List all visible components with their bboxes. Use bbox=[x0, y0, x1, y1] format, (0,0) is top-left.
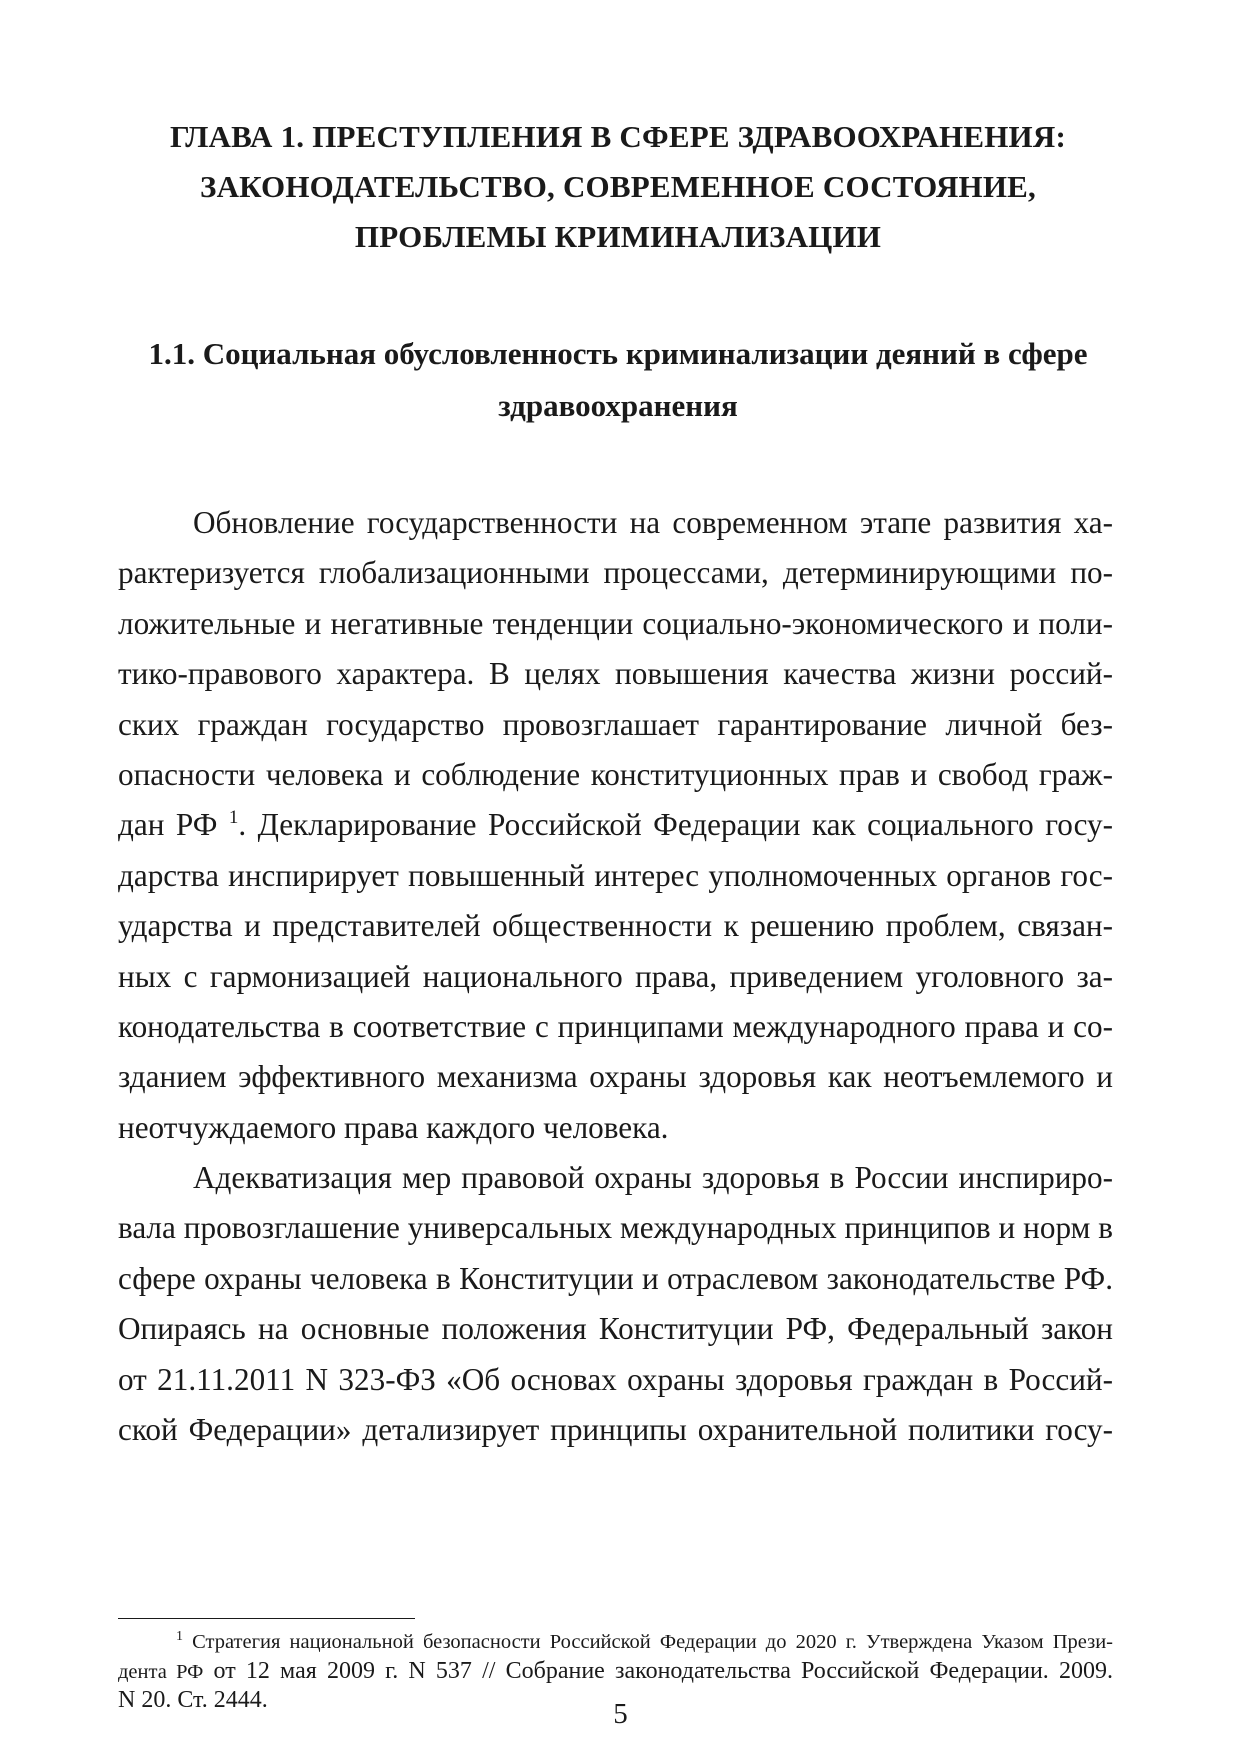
chapter-title-line: ПРОБЛЕМЫ КРИМИНАЛИЗАЦИИ bbox=[354, 219, 882, 254]
section-title-line: 1.1. Социальная обусловленность криминализации деяний в сфере bbox=[148, 336, 1088, 371]
text-line: от 21.11.2011 N 323-ФЗ «Об основах охраны здоровья граждан в Россий- bbox=[118, 1361, 1113, 1397]
text-line: рактеризуется глобализационными процессами, детерминирующими по- bbox=[118, 555, 1113, 591]
page-number: 5 bbox=[613, 1698, 628, 1730]
text-fragment: дан РФ bbox=[118, 807, 229, 843]
text-line: ложительные и негативные тенденции социально-экономического и поли- bbox=[118, 605, 1113, 641]
section-title-line: здравоохранения bbox=[498, 388, 738, 423]
text-line: ской Федерации» детализирует принципы охранительной политики госу- bbox=[118, 1412, 1113, 1448]
paragraph bbox=[118, 498, 1113, 1153]
text-fragment: . Декларирование Российской Федерации как социального госу- bbox=[238, 807, 1113, 843]
body-text bbox=[118, 498, 1113, 1455]
text-line: ских граждан государство провозглашает гарантирование личной без- bbox=[118, 706, 1113, 742]
text-line: вала провозглашение универсальных международных принципов и норм в bbox=[118, 1210, 1113, 1246]
text-line: ных с гармонизацией национального права, приведением уголовного за- bbox=[118, 958, 1113, 994]
text-line: тико-правового характера. В целях повышения качества жизни россий- bbox=[118, 656, 1113, 692]
text-line: неотчуждаемого права каждого человека. bbox=[118, 1109, 669, 1145]
text-line: сфере охраны человека в Конституции и отраслевом законодательстве РФ. bbox=[118, 1260, 1113, 1296]
chapter-title bbox=[118, 112, 1118, 262]
text-line: Адекватизация мер правовой охраны здоровья в России инспириро- bbox=[193, 1160, 1113, 1196]
footnote-text: Стратегия национальной безопасности Российской Федерации до 2020 г. Утверждена Указом Прези- bbox=[192, 1631, 1114, 1653]
footnote-reference[interactable]: 1 bbox=[228, 807, 239, 829]
text-line: дарства инспирирует повышенный интерес уполномоченных органов гос- bbox=[118, 857, 1113, 893]
footnote-line bbox=[118, 1628, 1113, 1657]
chapter-title-line: ГЛАВА 1. ПРЕСТУПЛЕНИЯ В СФЕРЕ ЗДРАВООХРАНЕНИЯ: bbox=[170, 119, 1066, 154]
footnote-text: дента РФ bbox=[118, 1661, 204, 1683]
section-title bbox=[118, 328, 1118, 432]
footnote-line: N 20. Ст. 2444. bbox=[118, 1687, 268, 1713]
footnote-marker: 1 bbox=[176, 1629, 183, 1644]
footnote-line bbox=[118, 1657, 1113, 1686]
text-line: зданием эффективного механизма охраны здоровья как неотъемлемого и bbox=[118, 1059, 1113, 1095]
text-line: Обновление государственности на современном этапе развития ха- bbox=[193, 505, 1113, 540]
text-line: Опираясь на основные положения Конституции РФ, Федеральный закон bbox=[118, 1311, 1113, 1347]
footnote-separator bbox=[118, 1618, 415, 1619]
text-line: опасности человека и соблюдение конституционных прав и свобод граж- bbox=[118, 756, 1113, 792]
text-line-with-footnote bbox=[118, 800, 1113, 850]
text-line: ударства и представителей общественности к решению проблем, связан- bbox=[118, 908, 1113, 944]
text-line: конодательства в соответствие с принципами международного права и со- bbox=[118, 1008, 1113, 1044]
chapter-title-line: ЗАКОНОДАТЕЛЬСТВО, СОВРЕМЕННОЕ СОСТОЯНИЕ, bbox=[200, 169, 1036, 204]
paragraph bbox=[118, 1153, 1113, 1455]
footnote-text: от 12 мая 2009 г. N 537 // Собрание законодательства Российской Федерации. 2009. bbox=[203, 1658, 1113, 1684]
